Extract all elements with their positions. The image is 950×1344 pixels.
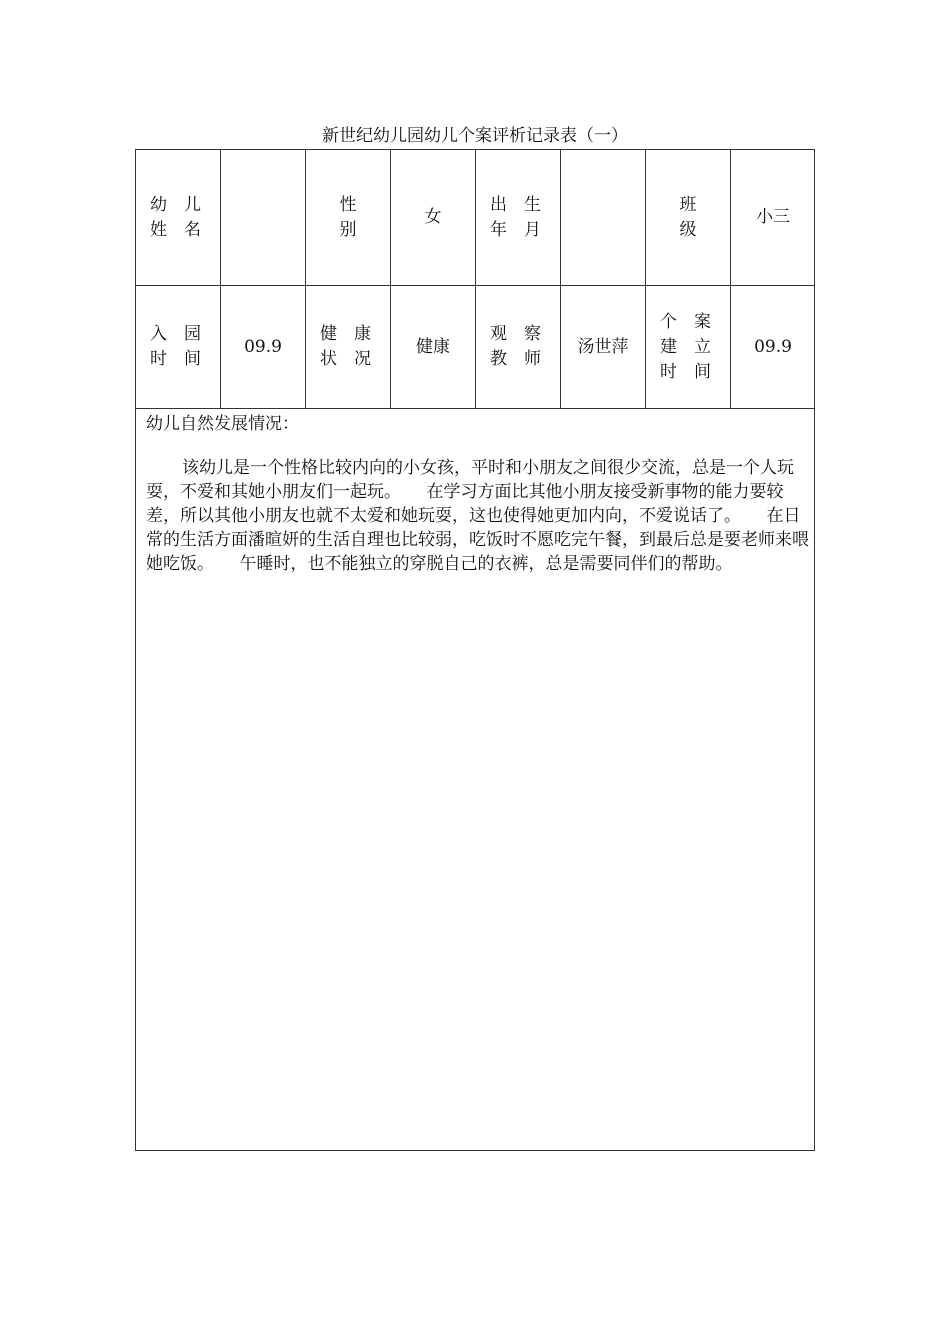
- birth-label-cell: [476, 150, 560, 285]
- record-form-table: [135, 149, 815, 1151]
- class-label-cell: [646, 150, 730, 285]
- enroll-value-cell: 09.9: [244, 336, 282, 357]
- case-label-cell: [646, 286, 730, 408]
- health-label-cell: [306, 286, 390, 408]
- gender-label-cell: [306, 150, 390, 285]
- enroll-label-cell: [136, 286, 220, 408]
- document-title: 新世纪幼儿园幼儿个案评析记录表（一）: [322, 126, 628, 146]
- enroll-label-line: 时 间: [150, 349, 201, 369]
- class-label-line: 班: [679, 194, 697, 215]
- case-label-line: 时 间: [660, 361, 711, 382]
- development-heading: 幼儿自然发展情况：: [146, 414, 299, 434]
- name-label-cell: [136, 150, 220, 285]
- enroll-label-line: 入 园: [150, 324, 201, 344]
- name-value-cell: [221, 150, 305, 285]
- name-label-line: 幼 儿: [150, 194, 201, 215]
- birth-label-line: 年 月: [490, 219, 541, 240]
- teacher-label-cell: [476, 286, 560, 408]
- health-label-line: 健 康: [320, 324, 371, 344]
- name-label-line: 姓 名: [150, 219, 201, 240]
- teacher-value-cell: 汤世萍: [577, 336, 629, 357]
- teacher-label-line: 观 察: [490, 324, 541, 344]
- case-label-line: 建 立: [660, 336, 711, 357]
- health-label-line: 状 况: [320, 349, 371, 369]
- gender-label-line: 别: [339, 219, 357, 240]
- gender-value-cell: 女: [424, 207, 442, 227]
- class-value-cell: 小三: [756, 207, 790, 227]
- class-label-line: 级: [679, 219, 697, 240]
- case-value-cell: 09.9: [754, 336, 792, 357]
- teacher-label-line: 教 师: [490, 349, 541, 369]
- case-label-line: 个 案: [660, 311, 711, 332]
- gender-label-line: 性: [339, 194, 357, 215]
- health-value-cell: 健康: [416, 336, 450, 357]
- birth-label-line: 出 生: [490, 194, 541, 215]
- development-text: 该幼儿是一个性格比较内向的小女孩，平时和小朋友之间很少交流，总是一个人玩耍，不爱和其她小朋友们一起玩。 在学习方面比其他小朋友接受新事物的能力要较差，所以其他小朋友也就不太爱和她玩耍，这也使得她更加内向，不爱说话了。 在日常的生活方面潘暄妍的生活自理也比较弱，吃饭时不愿吃完午餐，到最后总是要老师来喂她吃饭。 午睡时，也不能独立的穿脱自己的衣裤，总是需要同伴们的帮助。: [146, 458, 809, 574]
- birth-value-cell: [561, 150, 645, 285]
